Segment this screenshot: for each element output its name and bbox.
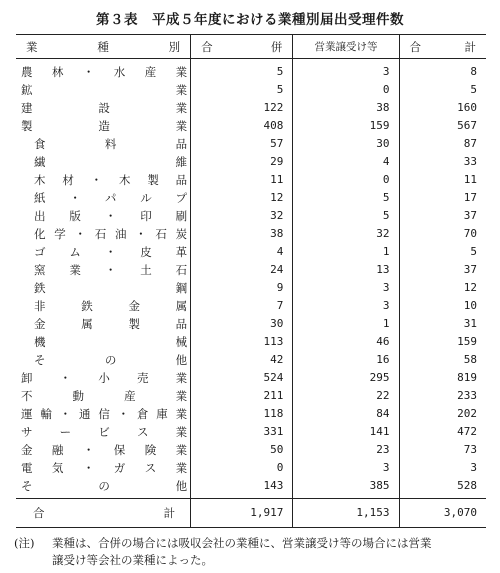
table-row <box>16 351 486 369</box>
row-total: 73 <box>399 441 486 459</box>
row-total: 528 <box>399 477 486 499</box>
row-transfer: 22 <box>293 387 399 405</box>
row-total: 70 <box>399 225 486 243</box>
row-total: 17 <box>399 189 486 207</box>
row-industry <box>16 81 191 99</box>
row-transfer: 30 <box>293 135 399 153</box>
industry-name: 紙 ・ パ ル プ <box>34 191 188 205</box>
row-industry <box>16 459 191 477</box>
row-total: 87 <box>399 135 486 153</box>
row-total: 819 <box>399 369 486 387</box>
table-row <box>16 99 486 117</box>
row-transfer: 1 <box>293 243 399 261</box>
industry-name: 窯 業 ・ 土 石 <box>34 263 188 277</box>
row-total: 11 <box>399 171 486 189</box>
table-row <box>16 171 486 189</box>
row-total: 12 <box>399 279 486 297</box>
industry-name: 機 械 <box>34 335 188 349</box>
row-transfer: 141 <box>293 423 399 441</box>
industry-name: 鉱 業 <box>21 83 188 97</box>
row-merger: 118 <box>191 405 293 423</box>
table-row <box>16 387 486 405</box>
industry-name: 食 料 品 <box>34 137 188 151</box>
row-merger: 11 <box>191 171 293 189</box>
row-transfer: 3 <box>293 459 399 477</box>
total-merger: 1,917 <box>191 499 293 528</box>
table-header-row <box>16 35 486 59</box>
table-row <box>16 153 486 171</box>
table-title: 第３表 平成５年度における業種別届出受理件数 <box>96 12 404 28</box>
row-industry <box>16 423 191 441</box>
row-transfer: 0 <box>293 171 399 189</box>
row-industry <box>16 441 191 459</box>
row-merger: 32 <box>191 207 293 225</box>
row-merger: 524 <box>191 369 293 387</box>
row-merger: 7 <box>191 297 293 315</box>
row-transfer: 16 <box>293 351 399 369</box>
row-industry <box>16 225 191 243</box>
header-merger <box>191 35 293 59</box>
footnote-line1: 業種は、合併の場合には吸収会社の業種に、営業譲受け等の場合には営業 <box>52 536 432 550</box>
row-transfer: 3 <box>293 297 399 315</box>
row-merger: 12 <box>191 189 293 207</box>
footnote-label: (注) <box>14 536 35 550</box>
row-merger: 122 <box>191 99 293 117</box>
table-row <box>16 369 486 387</box>
header-industry <box>16 35 191 59</box>
table-row <box>16 243 486 261</box>
table-row <box>16 297 486 315</box>
row-merger: 50 <box>191 441 293 459</box>
row-merger: 38 <box>191 225 293 243</box>
industry-name: 木 材 ・ 木 製 品 <box>34 173 188 187</box>
row-transfer: 23 <box>293 441 399 459</box>
row-total: 233 <box>399 387 486 405</box>
row-transfer: 159 <box>293 117 399 135</box>
row-industry <box>16 297 191 315</box>
table-row <box>16 315 486 333</box>
table-row <box>16 189 486 207</box>
row-total: 37 <box>399 207 486 225</box>
row-total: 10 <box>399 297 486 315</box>
row-industry <box>16 405 191 423</box>
total-row <box>16 499 486 528</box>
row-merger: 5 <box>191 81 293 99</box>
industry-name: 金 融 ・ 保 険 業 <box>21 443 188 457</box>
row-transfer: 385 <box>293 477 399 499</box>
industry-name: 製 造 業 <box>21 119 188 133</box>
row-transfer: 38 <box>293 99 399 117</box>
row-transfer: 32 <box>293 225 399 243</box>
row-transfer: 5 <box>293 189 399 207</box>
total-label: 合 計 <box>16 499 191 528</box>
header-transfer: 営業譲受け等 <box>293 35 399 59</box>
table-row <box>16 225 486 243</box>
row-industry <box>16 135 191 153</box>
row-merger: 331 <box>191 423 293 441</box>
row-transfer: 295 <box>293 369 399 387</box>
table-row <box>16 59 486 82</box>
row-transfer: 13 <box>293 261 399 279</box>
row-transfer: 46 <box>293 333 399 351</box>
row-total: 567 <box>399 117 486 135</box>
industry-name: そ の 他 <box>34 353 188 367</box>
row-merger: 5 <box>191 59 293 82</box>
industry-name: 建 設 業 <box>21 101 188 115</box>
footnote-line2: 譲受け等会社の業種によった。 <box>52 553 213 567</box>
row-industry <box>16 315 191 333</box>
row-transfer: 4 <box>293 153 399 171</box>
industry-filings-table <box>16 34 486 528</box>
row-industry <box>16 261 191 279</box>
industry-name: 農 林 ・ 水 産 業 <box>21 65 188 79</box>
industry-name: 非 鉄 金 属 <box>34 299 188 313</box>
row-industry <box>16 477 191 499</box>
row-industry <box>16 153 191 171</box>
table-row <box>16 261 486 279</box>
table-row <box>16 333 486 351</box>
table-row <box>16 459 486 477</box>
total-transfer: 1,153 <box>293 499 399 528</box>
row-total: 58 <box>399 351 486 369</box>
row-industry <box>16 59 191 82</box>
row-industry <box>16 369 191 387</box>
row-merger: 24 <box>191 261 293 279</box>
row-merger: 42 <box>191 351 293 369</box>
row-merger: 211 <box>191 387 293 405</box>
row-industry <box>16 117 191 135</box>
row-industry <box>16 171 191 189</box>
total-total: 3,070 <box>399 499 486 528</box>
table-row <box>16 117 486 135</box>
industry-name: サ ー ビ ス 業 <box>21 425 188 439</box>
row-merger: 29 <box>191 153 293 171</box>
row-total: 3 <box>399 459 486 477</box>
row-total: 159 <box>399 333 486 351</box>
footnote <box>14 535 490 569</box>
table-row <box>16 441 486 459</box>
row-industry <box>16 279 191 297</box>
table-row <box>16 135 486 153</box>
industry-name: 繊 維 <box>34 155 188 169</box>
row-industry <box>16 99 191 117</box>
row-merger: 9 <box>191 279 293 297</box>
row-merger: 408 <box>191 117 293 135</box>
industry-name: 運 輸 ・ 通 信 ・ 倉 庫 業 <box>21 407 188 421</box>
row-transfer: 0 <box>293 81 399 99</box>
header-text-1: 合 併 <box>201 39 283 54</box>
row-transfer: 5 <box>293 207 399 225</box>
table-row <box>16 81 486 99</box>
row-industry <box>16 189 191 207</box>
row-total: 33 <box>399 153 486 171</box>
row-merger: 30 <box>191 315 293 333</box>
row-transfer: 1 <box>293 315 399 333</box>
industry-name: 出 版 ・ 印 刷 <box>34 209 188 223</box>
row-total: 160 <box>399 99 486 117</box>
row-merger: 113 <box>191 333 293 351</box>
industry-name: 電 気 ・ ガ ス 業 <box>21 461 188 475</box>
industry-name: 鉄 鋼 <box>34 281 188 295</box>
row-merger: 143 <box>191 477 293 499</box>
row-industry <box>16 207 191 225</box>
row-total: 472 <box>399 423 486 441</box>
row-transfer: 3 <box>293 279 399 297</box>
row-merger: 57 <box>191 135 293 153</box>
row-transfer: 3 <box>293 59 399 82</box>
industry-name: 金 属 製 品 <box>34 317 188 331</box>
industry-name: 化 学 ・ 石 油 ・ 石 炭 <box>34 227 188 241</box>
table-row <box>16 405 486 423</box>
industry-name: そ の 他 <box>21 479 188 493</box>
industry-name: ゴ ム ・ 皮 革 <box>34 245 188 259</box>
row-industry <box>16 333 191 351</box>
row-merger: 4 <box>191 243 293 261</box>
row-total: 5 <box>399 243 486 261</box>
header-total <box>399 35 486 59</box>
row-merger: 0 <box>191 459 293 477</box>
row-industry <box>16 387 191 405</box>
table-row <box>16 279 486 297</box>
row-total: 8 <box>399 59 486 82</box>
row-total: 5 <box>399 81 486 99</box>
row-transfer: 84 <box>293 405 399 423</box>
header-text-3: 合 計 <box>409 39 476 54</box>
industry-name: 不 動 産 業 <box>21 389 188 403</box>
row-total: 31 <box>399 315 486 333</box>
row-total: 37 <box>399 261 486 279</box>
table-row <box>16 477 486 499</box>
row-industry <box>16 243 191 261</box>
table-body <box>16 59 486 499</box>
header-text-0: 業 種 別 <box>26 39 181 54</box>
row-industry <box>16 351 191 369</box>
table-row <box>16 207 486 225</box>
row-total: 202 <box>399 405 486 423</box>
industry-name: 卸 ・ 小 売 業 <box>21 371 188 385</box>
table-row <box>16 423 486 441</box>
